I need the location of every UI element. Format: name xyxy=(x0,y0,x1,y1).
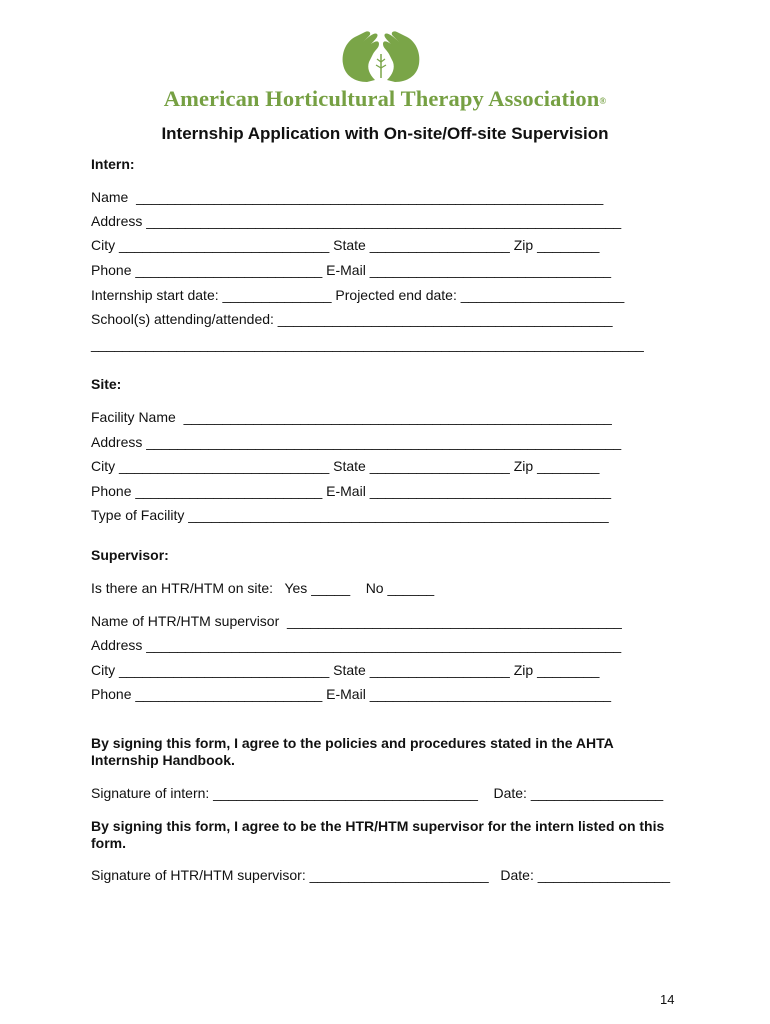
intern-signature-field: Signature of intern: __________________________________ Date: _________________ xyxy=(91,785,664,801)
intern-agreement-text-cont: Internship Handbook. xyxy=(91,752,235,768)
htr-onsite-field: Is there an HTR/HTM on site: Yes _____ No ______ xyxy=(91,580,435,596)
supervisor-agreement-text-cont: form. xyxy=(91,835,126,851)
supervisor-address-field: Address _____________________________________________________________ xyxy=(91,637,622,653)
form-title: Internship Application with On-site/Off-site Supervision xyxy=(161,124,609,143)
supervisor-name-field: Name of HTR/HTM supervisor ___________________________________________ xyxy=(91,613,622,629)
facility-type-field: Type of Facility ______________________________________________________ xyxy=(91,507,609,523)
intern-address-field: Address _____________________________________________________________ xyxy=(91,213,622,229)
site-address-field: Address _____________________________________________________________ xyxy=(91,434,622,450)
site-heading: Site: xyxy=(91,376,122,392)
supervisor-heading: Supervisor: xyxy=(91,547,169,563)
page-number: 14 xyxy=(660,992,675,1007)
school-field: School(s) attending/attended: ___________________________________________ xyxy=(91,311,613,327)
hands-leaf-logo-icon xyxy=(339,28,423,84)
site-phone-email-field: Phone ________________________ E-Mail _______________________________ xyxy=(91,483,612,499)
intern-phone-email-field: Phone ________________________ E-Mail _______________________________ xyxy=(91,262,612,278)
organization-name: American Horticultural Therapy Association® xyxy=(163,86,607,111)
intern-name-field: Name ____________________________________________________________ xyxy=(91,189,604,205)
intern-heading: Intern: xyxy=(91,156,135,172)
supervisor-signature-field: Signature of HTR/HTM supervisor: _______________________ Date: _________________ xyxy=(91,867,671,883)
intern-city-state-zip-field: City ___________________________ State __________________ Zip ________ xyxy=(91,237,600,253)
intern-agreement-text: By signing this form, I agree to the policies and procedures stated in the AHTA xyxy=(91,735,614,751)
internship-dates-field: Internship start date: ______________ Projected end date: _____________________ xyxy=(91,287,625,303)
facility-name-field: Facility Name _______________________________________________________ xyxy=(91,409,612,425)
supervisor-phone-email-field: Phone ________________________ E-Mail _______________________________ xyxy=(91,686,612,702)
school-extra-line: _______________________________________________________________________ xyxy=(91,336,644,352)
supervisor-agreement-text: By signing this form, I agree to be the HTR/HTM supervisor for the intern listed on this xyxy=(91,818,665,834)
supervisor-city-state-zip-field: City ___________________________ State __________________ Zip ________ xyxy=(91,662,600,678)
site-city-state-zip-field: City ___________________________ State __________________ Zip ________ xyxy=(91,458,600,474)
